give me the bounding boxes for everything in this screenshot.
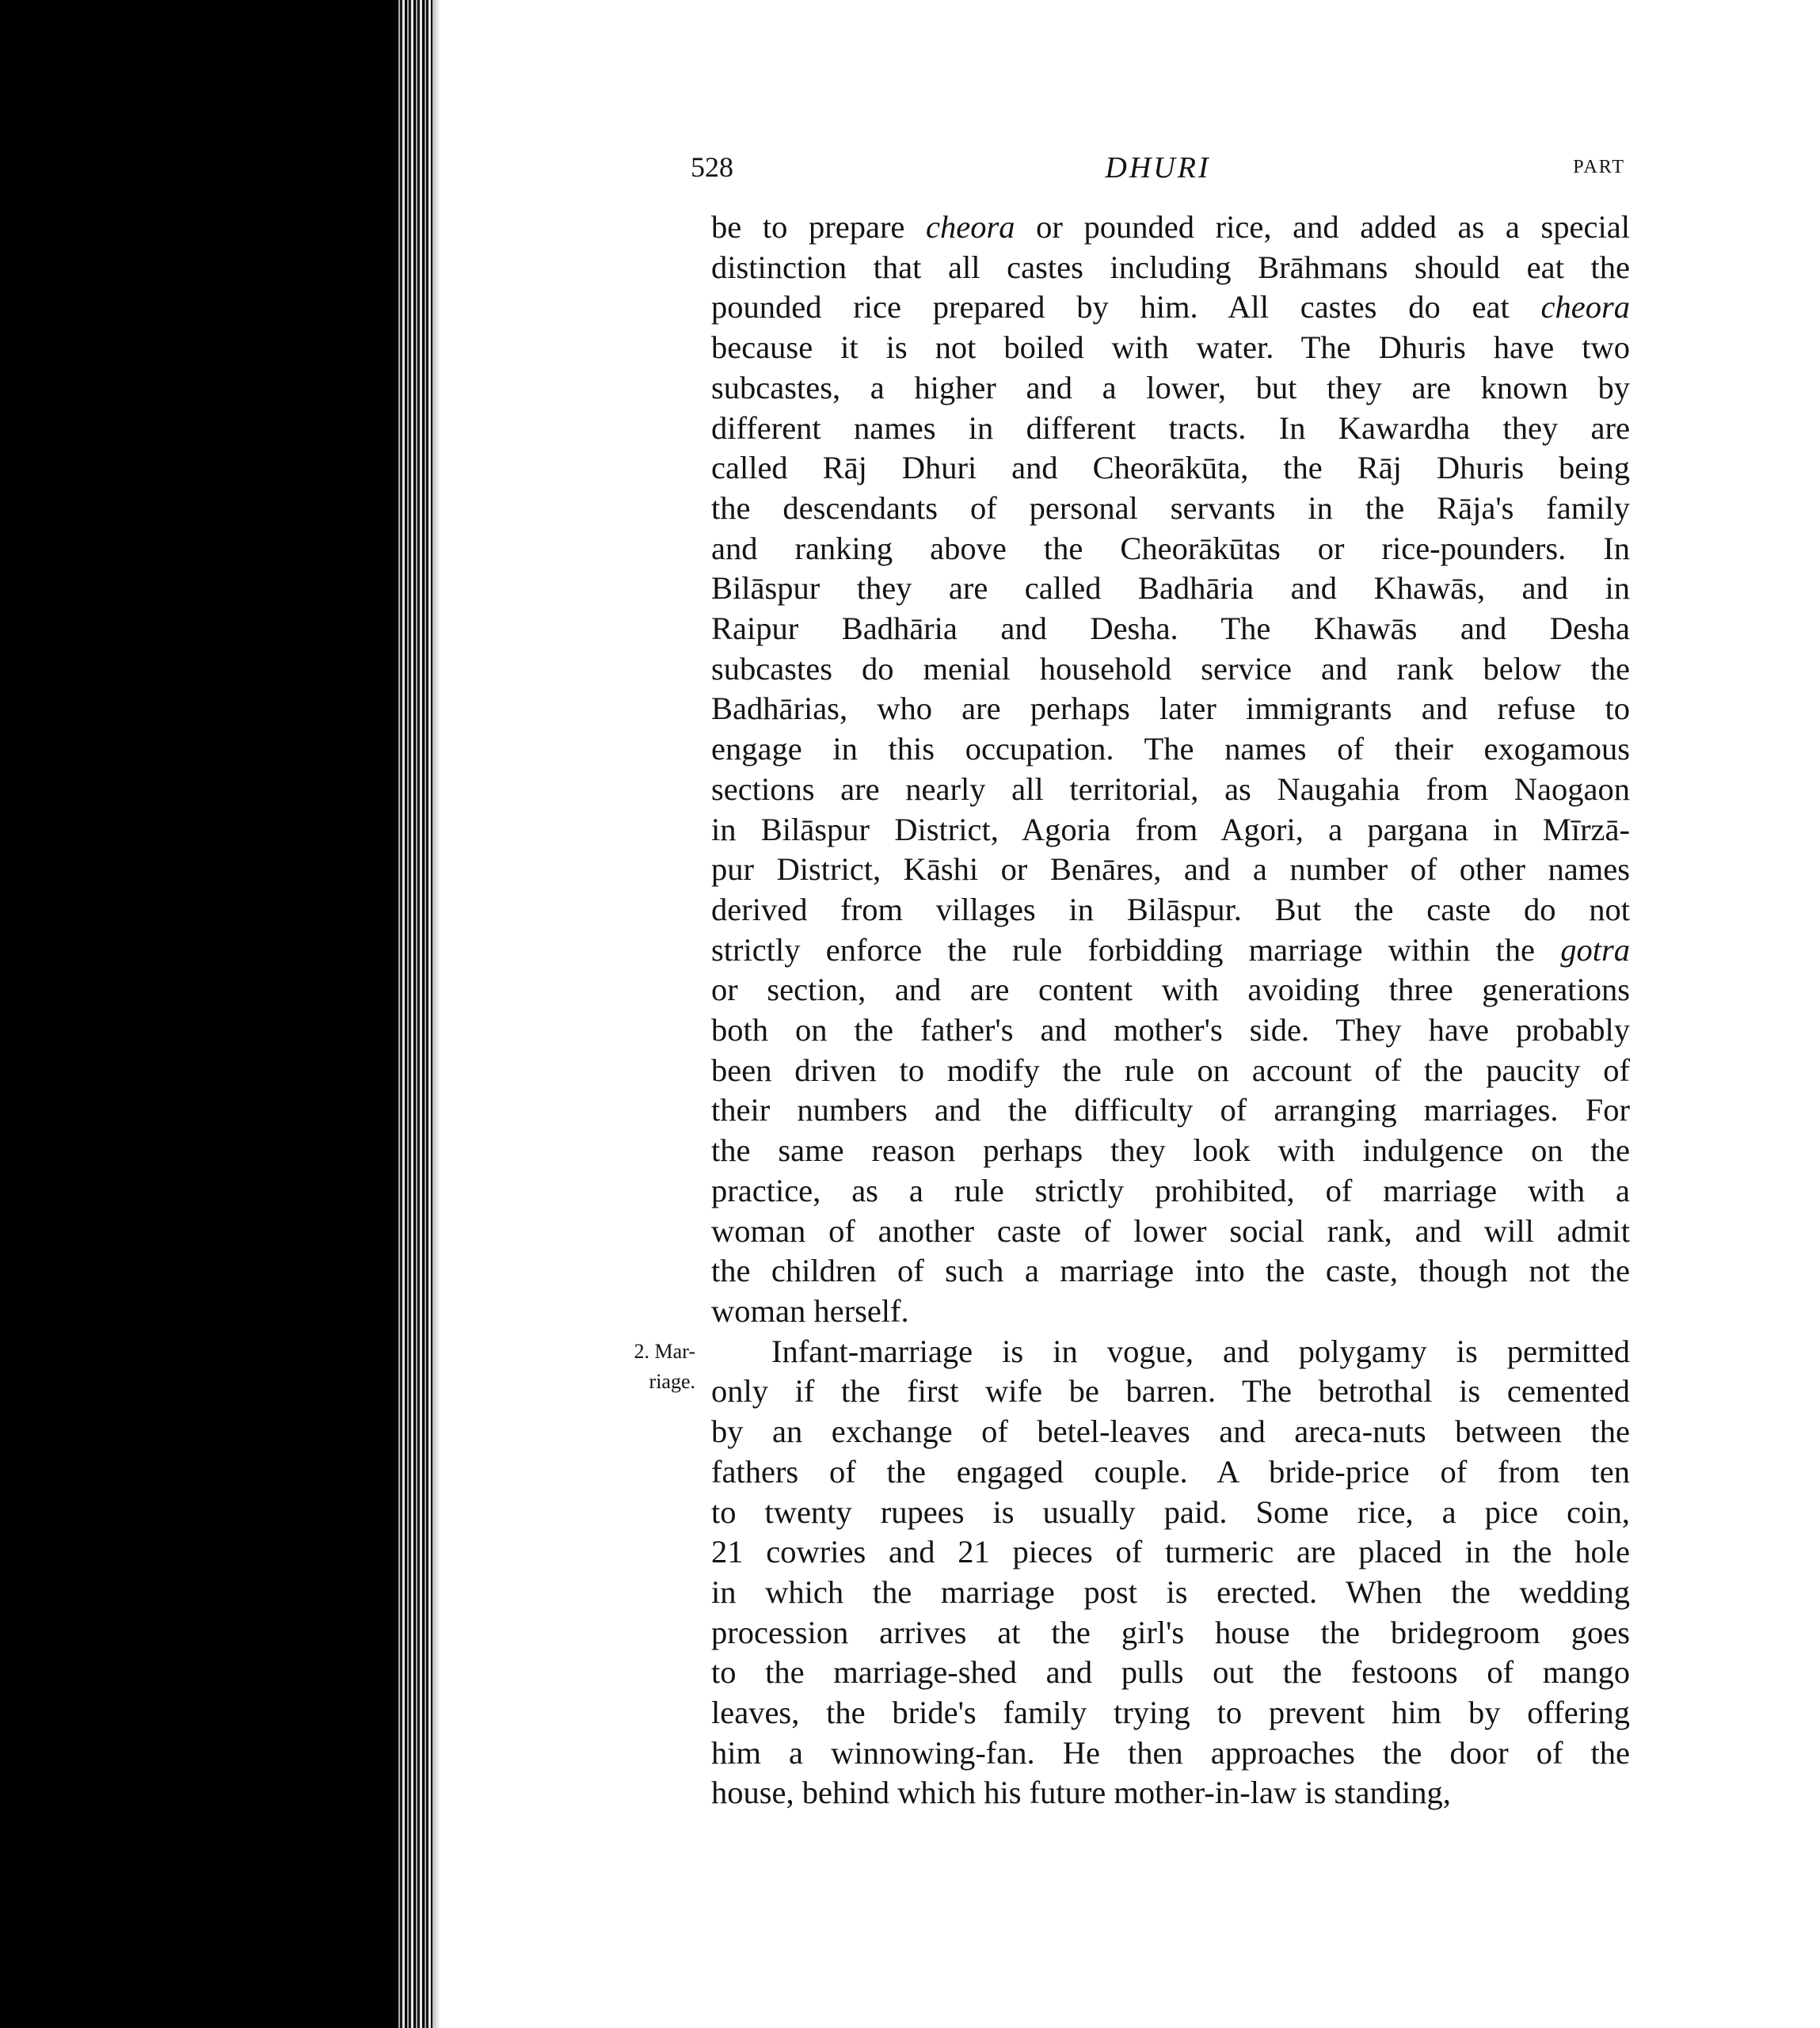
running-title: DHURI bbox=[1105, 151, 1211, 185]
marginal-note-line: riage. bbox=[649, 1370, 695, 1393]
text-line: the descendants of personal servants in the Rāja's family bbox=[711, 489, 1630, 526]
text-line: in Bilāspur District, Agoria from Agori, a pargana in Mīrzā- bbox=[711, 811, 1630, 847]
text-line: to twenty rupees is usually paid. Some rice, a pice coin, bbox=[711, 1493, 1630, 1530]
text-line: leaves, the bride's family trying to prevent him by offering bbox=[711, 1695, 1630, 1731]
text-line: pur District, Kāshi or Benāres, and a number of other names bbox=[711, 851, 1630, 888]
text-line: because it is not boiled with water. The Dhuris have two bbox=[711, 329, 1630, 366]
paragraph-caste-sections bbox=[711, 207, 1630, 1332]
text-line: Infant-marriage is in vogue, and polygamy is permitted bbox=[771, 1333, 1630, 1369]
text-line: woman herself. bbox=[711, 1292, 909, 1329]
text-line: to the marriage-shed and pulls out the festoons of mango bbox=[711, 1654, 1630, 1691]
text-line: called Rāj Dhuri and Cheorākūta, the Rāj Dhuris being bbox=[711, 450, 1630, 486]
body-text bbox=[711, 207, 1630, 1813]
text-line: the children of such a marriage into the caste, though not the bbox=[711, 1253, 1630, 1289]
text-line: the same reason perhaps they look with indulgence on the bbox=[711, 1132, 1630, 1169]
italic-term: cheora bbox=[926, 209, 1015, 245]
text-line: or section, and are content with avoiding three generations bbox=[711, 972, 1630, 1008]
text-line: subcastes, a higher and a lower, but they are known by bbox=[711, 369, 1630, 405]
marginal-note-line: 2. Mar- bbox=[634, 1340, 695, 1363]
page-gutter-edge bbox=[396, 0, 432, 2028]
text-line: both on the father's and mother's side. They have probably bbox=[711, 1012, 1630, 1048]
paragraph-marriage bbox=[711, 1332, 1630, 1813]
text-line: house, behind which his future mother-in-law is standing, bbox=[711, 1775, 1451, 1811]
text-line: subcastes do menial household service and rank below the bbox=[711, 650, 1630, 687]
text-line: sections are nearly all territorial, as Naugahia from Naogaon bbox=[711, 770, 1630, 807]
text-line: and ranking above the Cheorākūtas or rice-pounders. In bbox=[711, 530, 1630, 566]
text-line: pounded rice prepared by him. All castes do eat cheora bbox=[711, 289, 1630, 325]
marginal-note bbox=[600, 1337, 695, 1397]
text-line: fathers of the engaged couple. A bride-price of from ten bbox=[711, 1453, 1630, 1490]
text-line: Bilāspur they are called Badhāria and Khawās, and in bbox=[711, 570, 1630, 607]
page-header bbox=[691, 150, 1625, 190]
text-line: different names in different tracts. In Kawardha they are bbox=[711, 409, 1630, 446]
text-line: distinction that all castes including Brāhmans should eat the bbox=[711, 249, 1630, 285]
text-line: derived from villages in Bilāspur. But the caste do not bbox=[711, 891, 1630, 927]
italic-term: cheora bbox=[1540, 289, 1630, 325]
part-label: PART bbox=[1573, 157, 1625, 177]
gutter-fade bbox=[432, 0, 440, 2028]
text-line: only if the first wife be barren. The betrothal is cemented bbox=[711, 1373, 1630, 1410]
book-spine-shadow bbox=[0, 0, 412, 2028]
text-line: woman of another caste of lower social rank, and will admit bbox=[711, 1212, 1630, 1249]
text-line: strictly enforce the rule forbidding marriage within the gotra bbox=[711, 931, 1630, 968]
text-line: in which the marriage post is erected. When the wedding bbox=[711, 1573, 1630, 1610]
text-line: Raipur Badhāria and Desha. The Khawās and Desha bbox=[711, 611, 1630, 647]
text-line: by an exchange of betel-leaves and areca-nuts between the bbox=[711, 1414, 1630, 1450]
text-line: procession arrives at the girl's house the bridegroom goes bbox=[711, 1614, 1630, 1650]
page-number: 528 bbox=[691, 151, 733, 183]
text-line: 21 cowries and 21 pieces of turmeric are placed in the hole bbox=[711, 1534, 1630, 1570]
italic-term: gotra bbox=[1560, 931, 1630, 968]
text-line: Badhārias, who are perhaps later immigrants and refuse to bbox=[711, 691, 1630, 727]
text-line: him a winnowing-fan. He then approaches the door of the bbox=[711, 1734, 1630, 1771]
text-line: been driven to modify the rule on account of the paucity of bbox=[711, 1052, 1630, 1088]
text-line: practice, as a rule strictly prohibited, of marriage with a bbox=[711, 1172, 1630, 1208]
text-line: engage in this occupation. The names of their exogamous bbox=[711, 731, 1630, 767]
text-line: be to prepare cheora or pounded rice, and added as a special bbox=[711, 209, 1630, 245]
text-line: their numbers and the difficulty of arranging marriages. For bbox=[711, 1092, 1630, 1128]
